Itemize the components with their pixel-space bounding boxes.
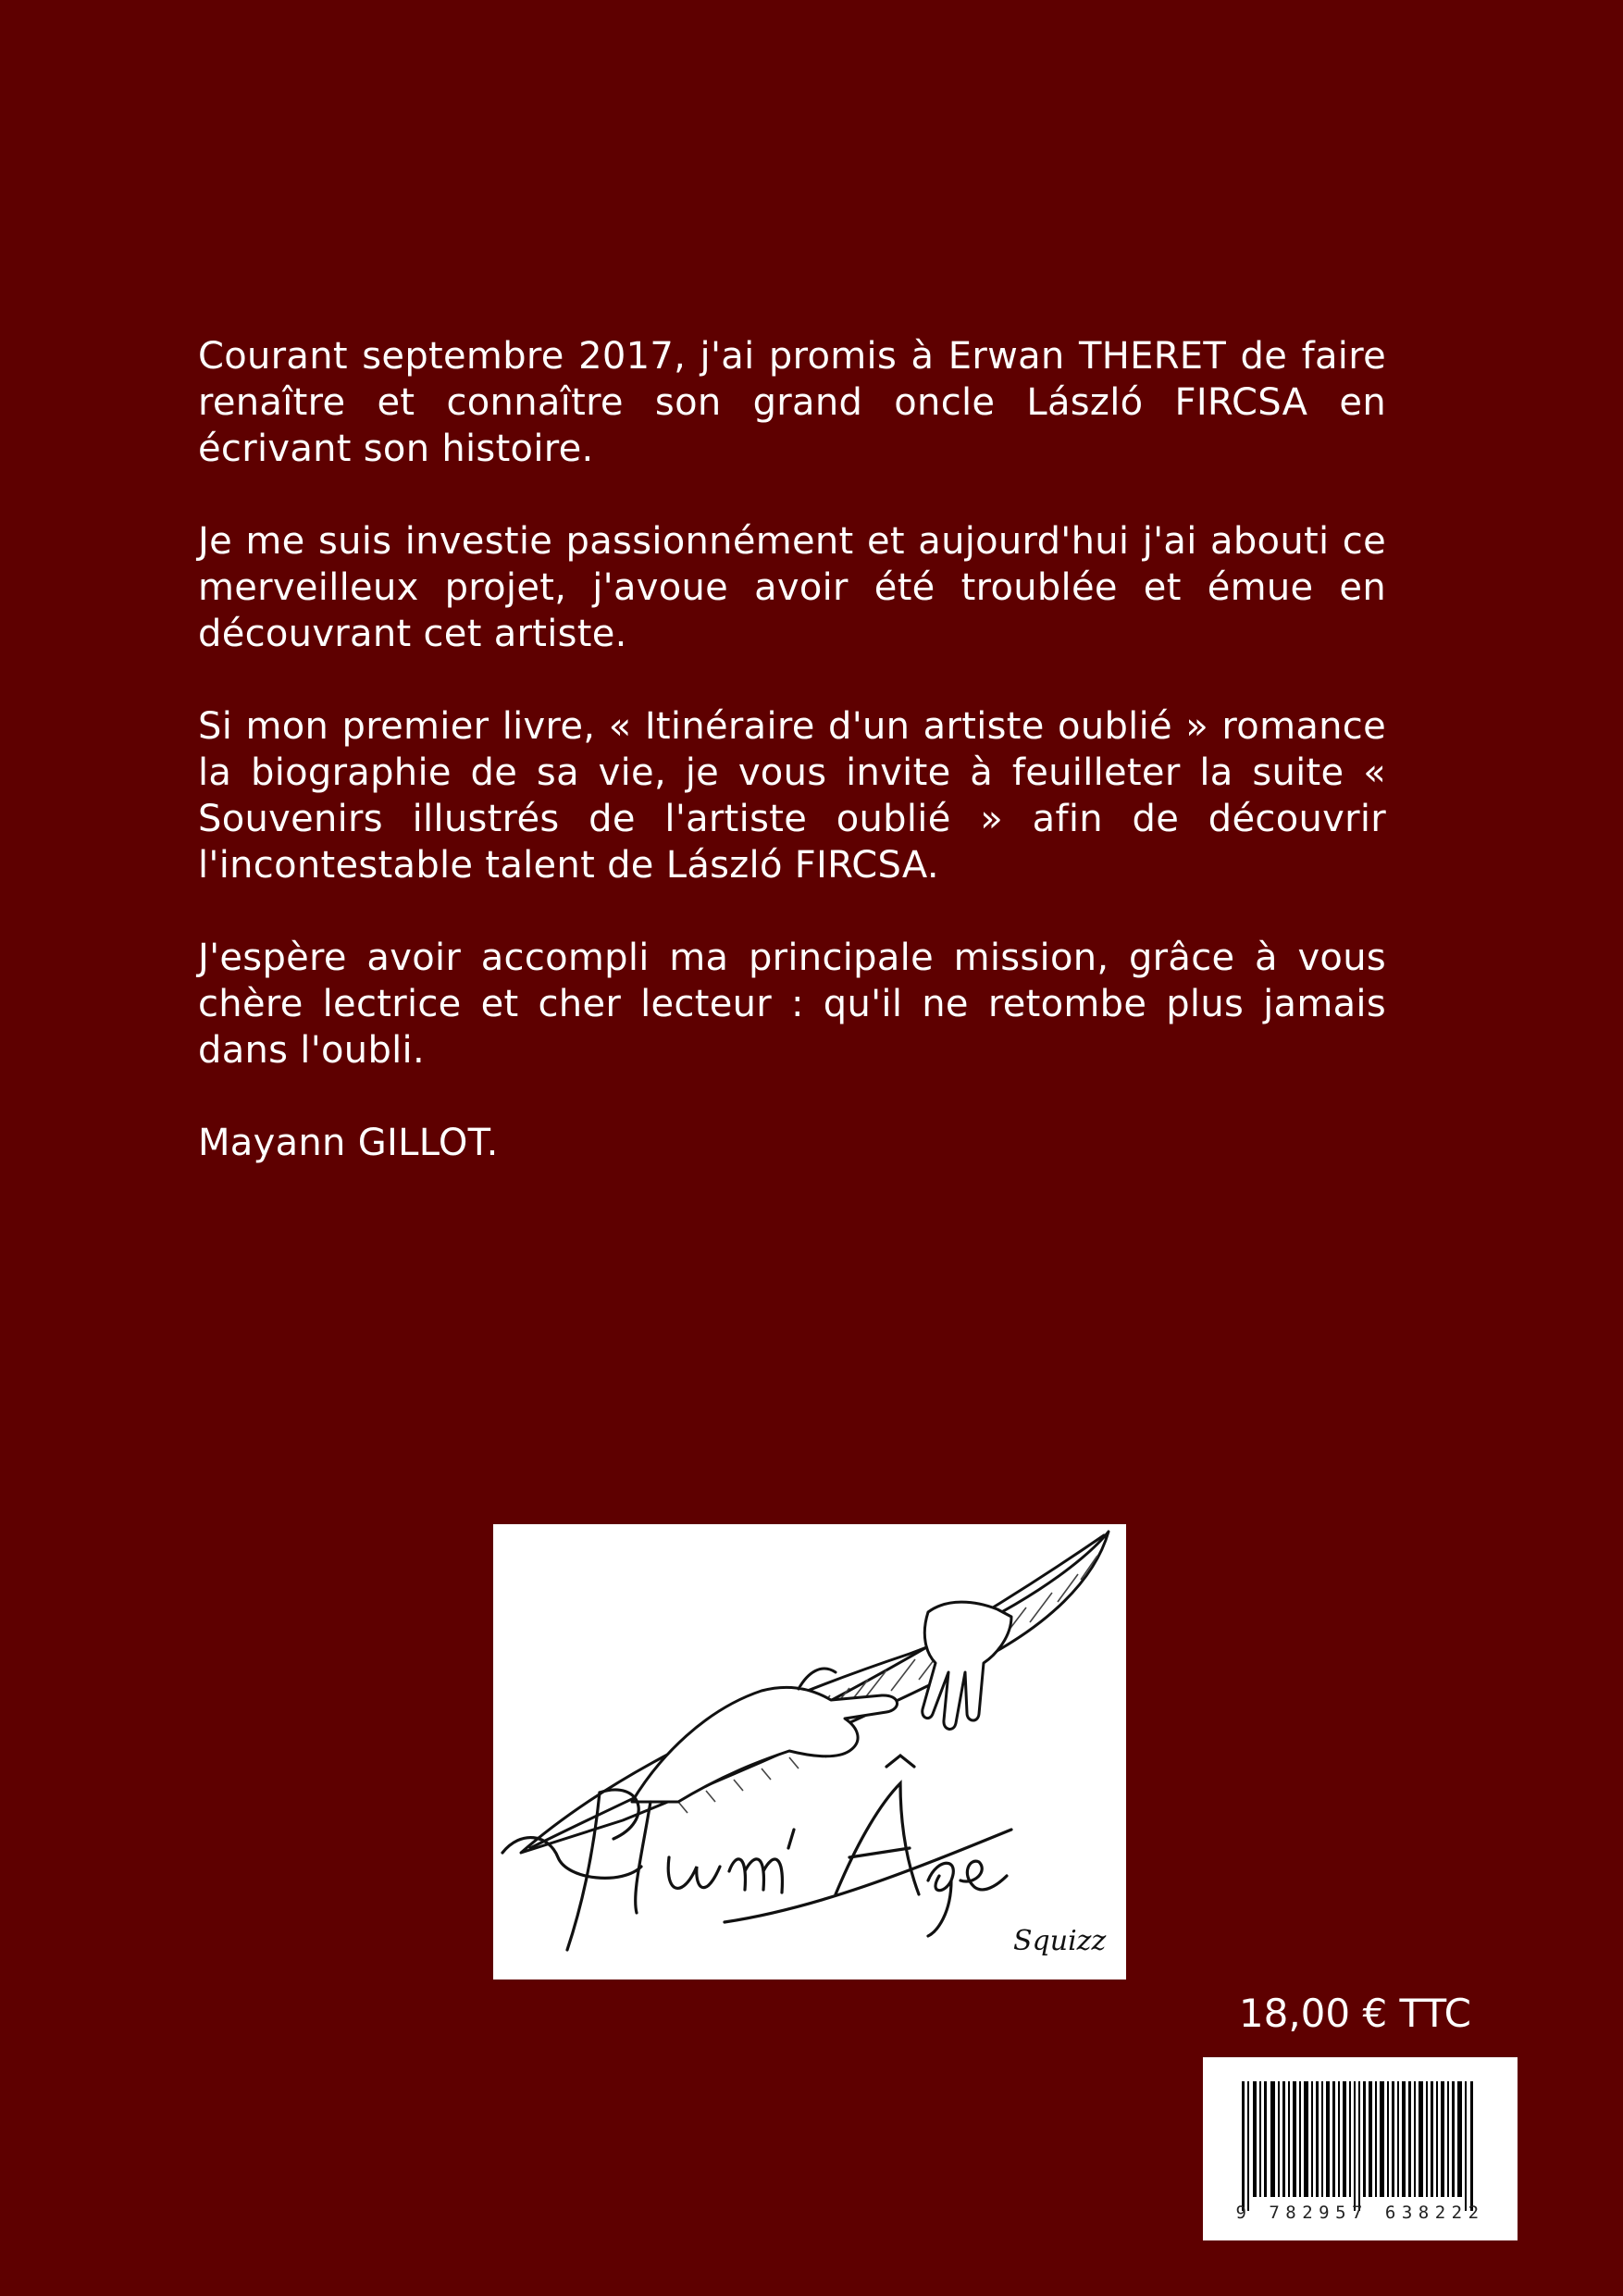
blurb-paragraph-4: J'espère avoir accompli ma principale mission, grâce à vous chère lectrice et cher lecteur : qu'il ne retombe plus jamais dans l'oubli. <box>198 937 1386 1072</box>
blurb-paragraph-3: Si mon premier livre, « Itinéraire d'un artiste oublié » romance la biographie de sa vie, je vous invite à feuilleter la suite « Souvenirs illustrés de l'artiste oublié » afin de découvrir l'incontestable talent de László FIRCSA. <box>198 705 1386 887</box>
author-signature: Mayann GILLOT. <box>198 1122 499 1164</box>
blurb-paragraph-2: Je me suis investie passionnément et aujourd'hui j'ai abouti ce merveilleux projet, j'avoue avoir été troublée et émue en découvrant cet artiste. <box>198 520 1386 655</box>
blurb-text <box>198 333 1386 1166</box>
isbn-digits: 9 782957 638222 <box>1235 2203 1485 2223</box>
barcode <box>1203 2057 1518 2240</box>
quill-and-hands-icon <box>493 1524 1126 1980</box>
price-label: 18,00 € TTC <box>1238 1991 1471 2036</box>
logo-artist-signature: Squizz <box>1013 1925 1107 1957</box>
blurb-paragraph-1: Courant septembre 2017, j'ai promis à Erwan THERET de faire renaître et connaître son grand oncle László FIRCSA en écrivant son histoire. <box>198 335 1386 470</box>
publisher-logo <box>493 1524 1126 1980</box>
